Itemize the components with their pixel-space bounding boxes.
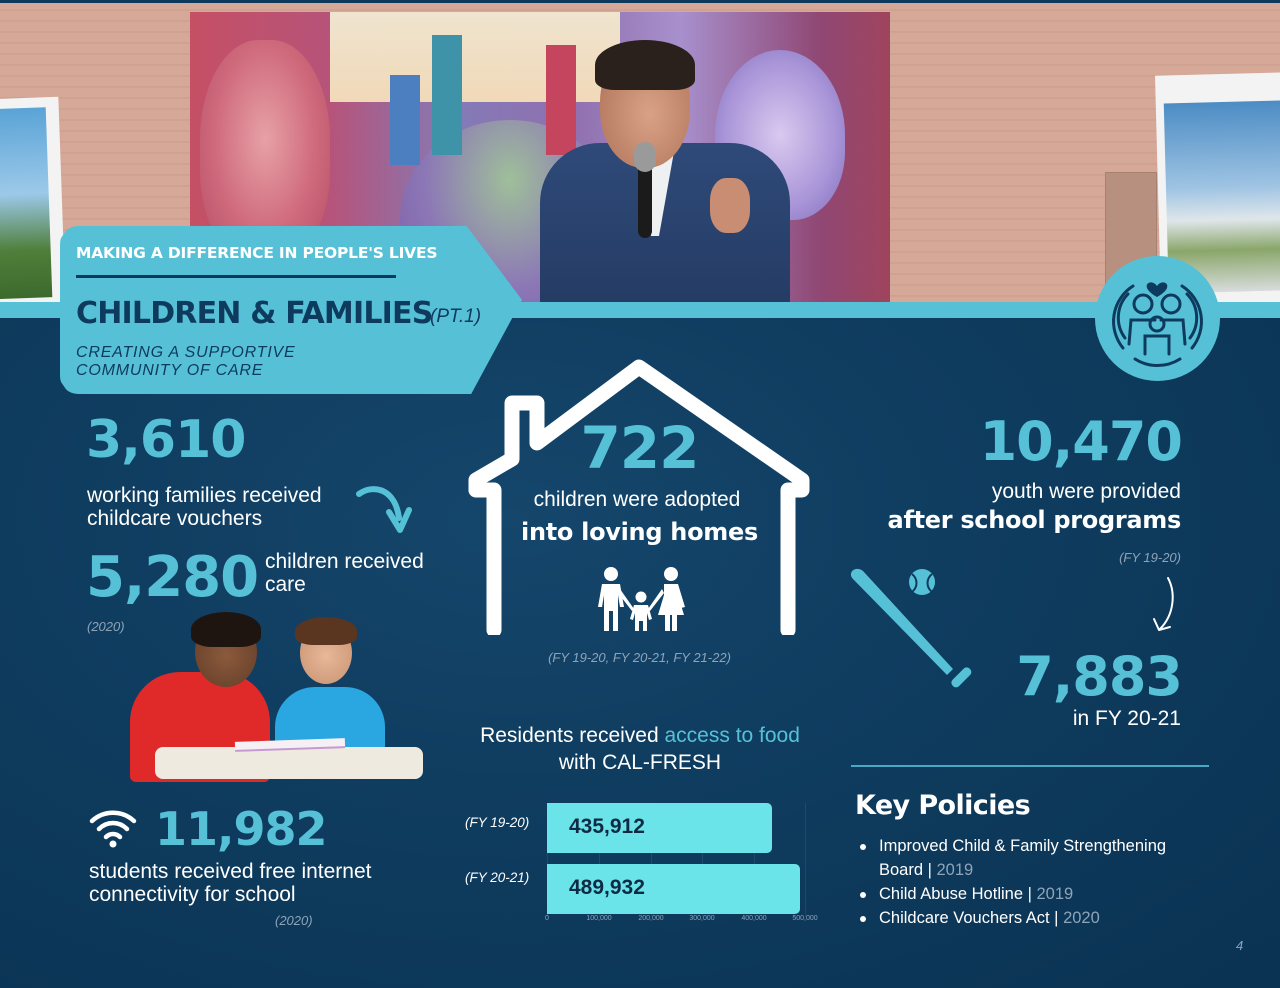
gridline <box>805 803 806 917</box>
rendering-photo-left <box>0 97 66 302</box>
food-chart-title <box>455 722 825 776</box>
banner-rule <box>76 275 396 278</box>
vouchers-label-line-1: working families received <box>87 484 322 507</box>
x-tick: 300,000 <box>689 915 715 922</box>
policy-year: 2019 <box>936 861 974 879</box>
bar-category: (FY 20-21) <box>465 870 530 885</box>
subtitle-line-2: COMMUNITY OF CARE <box>76 362 264 379</box>
mural-tower <box>432 35 462 155</box>
wifi-icon <box>88 808 138 848</box>
family-icon <box>594 565 689 635</box>
policy-name: Improved Child & Family Strengthening <box>879 837 1167 855</box>
policy-name: Board <box>879 861 924 879</box>
subtitle-line-1: CREATING A SUPPORTIVE <box>76 344 296 361</box>
food-title-accent: access to food <box>664 724 800 747</box>
vouchers-label <box>87 484 322 530</box>
policy-year: 2019 <box>1036 885 1074 903</box>
baseball-bat-icon <box>845 565 980 695</box>
policies-divider <box>851 765 1209 767</box>
speaker-photo <box>530 38 795 302</box>
afterschool-next-label: in FY 20-21 <box>1072 707 1181 730</box>
internet-label-line-1: students received free internet <box>89 860 372 883</box>
page-subtitle <box>76 344 296 380</box>
policy-sep: | <box>1049 909 1064 927</box>
page-title: CHILDREN & FAMILIES <box>76 296 433 331</box>
policy-sep: | <box>1023 885 1037 903</box>
x-tick: 0 <box>545 915 549 922</box>
bar-value: 435,912 <box>569 815 645 838</box>
x-tick: 400,000 <box>741 915 767 922</box>
afterschool-note: (FY 19-20) <box>1119 550 1181 565</box>
mural-tower <box>390 75 420 165</box>
adoption-label-bold: into loving homes <box>521 518 758 546</box>
bar-fy19-20 <box>547 803 772 853</box>
policy-item <box>857 882 1217 906</box>
policy-item <box>857 906 1217 930</box>
policies-title: Key Policies <box>855 790 1031 821</box>
page-number: 4 <box>1236 938 1244 953</box>
afterschool-count: 10,470 <box>979 410 1182 473</box>
vouchers-count: 3,610 <box>86 410 246 470</box>
afterschool-label-bold: after school programs <box>887 506 1181 534</box>
page-part: (PT.1) <box>430 306 482 327</box>
afterschool-label: youth were provided <box>991 480 1181 503</box>
children-reading-photo <box>125 612 422 777</box>
care-note: (2020) <box>87 619 125 634</box>
x-tick: 200,000 <box>638 915 664 922</box>
care-label-line-1: children received <box>265 550 424 573</box>
bar-category: (FY 19-20) <box>465 815 530 830</box>
policy-sep: | <box>923 861 937 879</box>
vouchers-label-line-2: childcare vouchers <box>87 507 263 530</box>
internet-label-line-2: connectivity for school <box>89 883 296 906</box>
adoption-label: children were adopted <box>533 488 741 511</box>
curved-arrow-icon <box>355 482 413 534</box>
care-label-line-2: care <box>265 573 306 596</box>
adoption-note: (FY 19-20, FY 20-21, FY 21-22) <box>548 650 731 665</box>
policies-list <box>857 834 1217 930</box>
internet-note: (2020) <box>275 913 313 928</box>
curved-arrow-icon <box>1150 575 1180 635</box>
x-tick: 100,000 <box>586 915 612 922</box>
banner-kicker: MAKING A DIFFERENCE IN PEOPLE'S LIVES <box>76 244 438 262</box>
x-tick: 500,000 <box>792 915 818 922</box>
internet-label <box>89 860 372 906</box>
food-title-prefix: Residents received <box>480 724 665 747</box>
top-rule <box>0 0 1280 3</box>
food-title-line-2: with CAL-FRESH <box>558 751 722 774</box>
family-heart-icon <box>1095 256 1220 381</box>
bar-fy20-21 <box>547 864 800 914</box>
care-count: 5,280 <box>86 545 259 610</box>
afterschool-next-count: 7,883 <box>1016 645 1182 708</box>
internet-count: 11,982 <box>155 802 327 856</box>
calfresh-bar-chart <box>462 795 822 935</box>
family-heart-badge <box>1095 256 1220 381</box>
policy-item <box>857 834 1217 882</box>
policy-name: Childcare Vouchers Act <box>879 909 1050 927</box>
care-label <box>265 550 424 596</box>
policy-name: Child Abuse Hotline <box>879 885 1024 903</box>
bar-value: 489,932 <box>569 876 645 899</box>
adoption-count: 722 <box>580 414 699 482</box>
policy-year: 2020 <box>1063 909 1100 927</box>
